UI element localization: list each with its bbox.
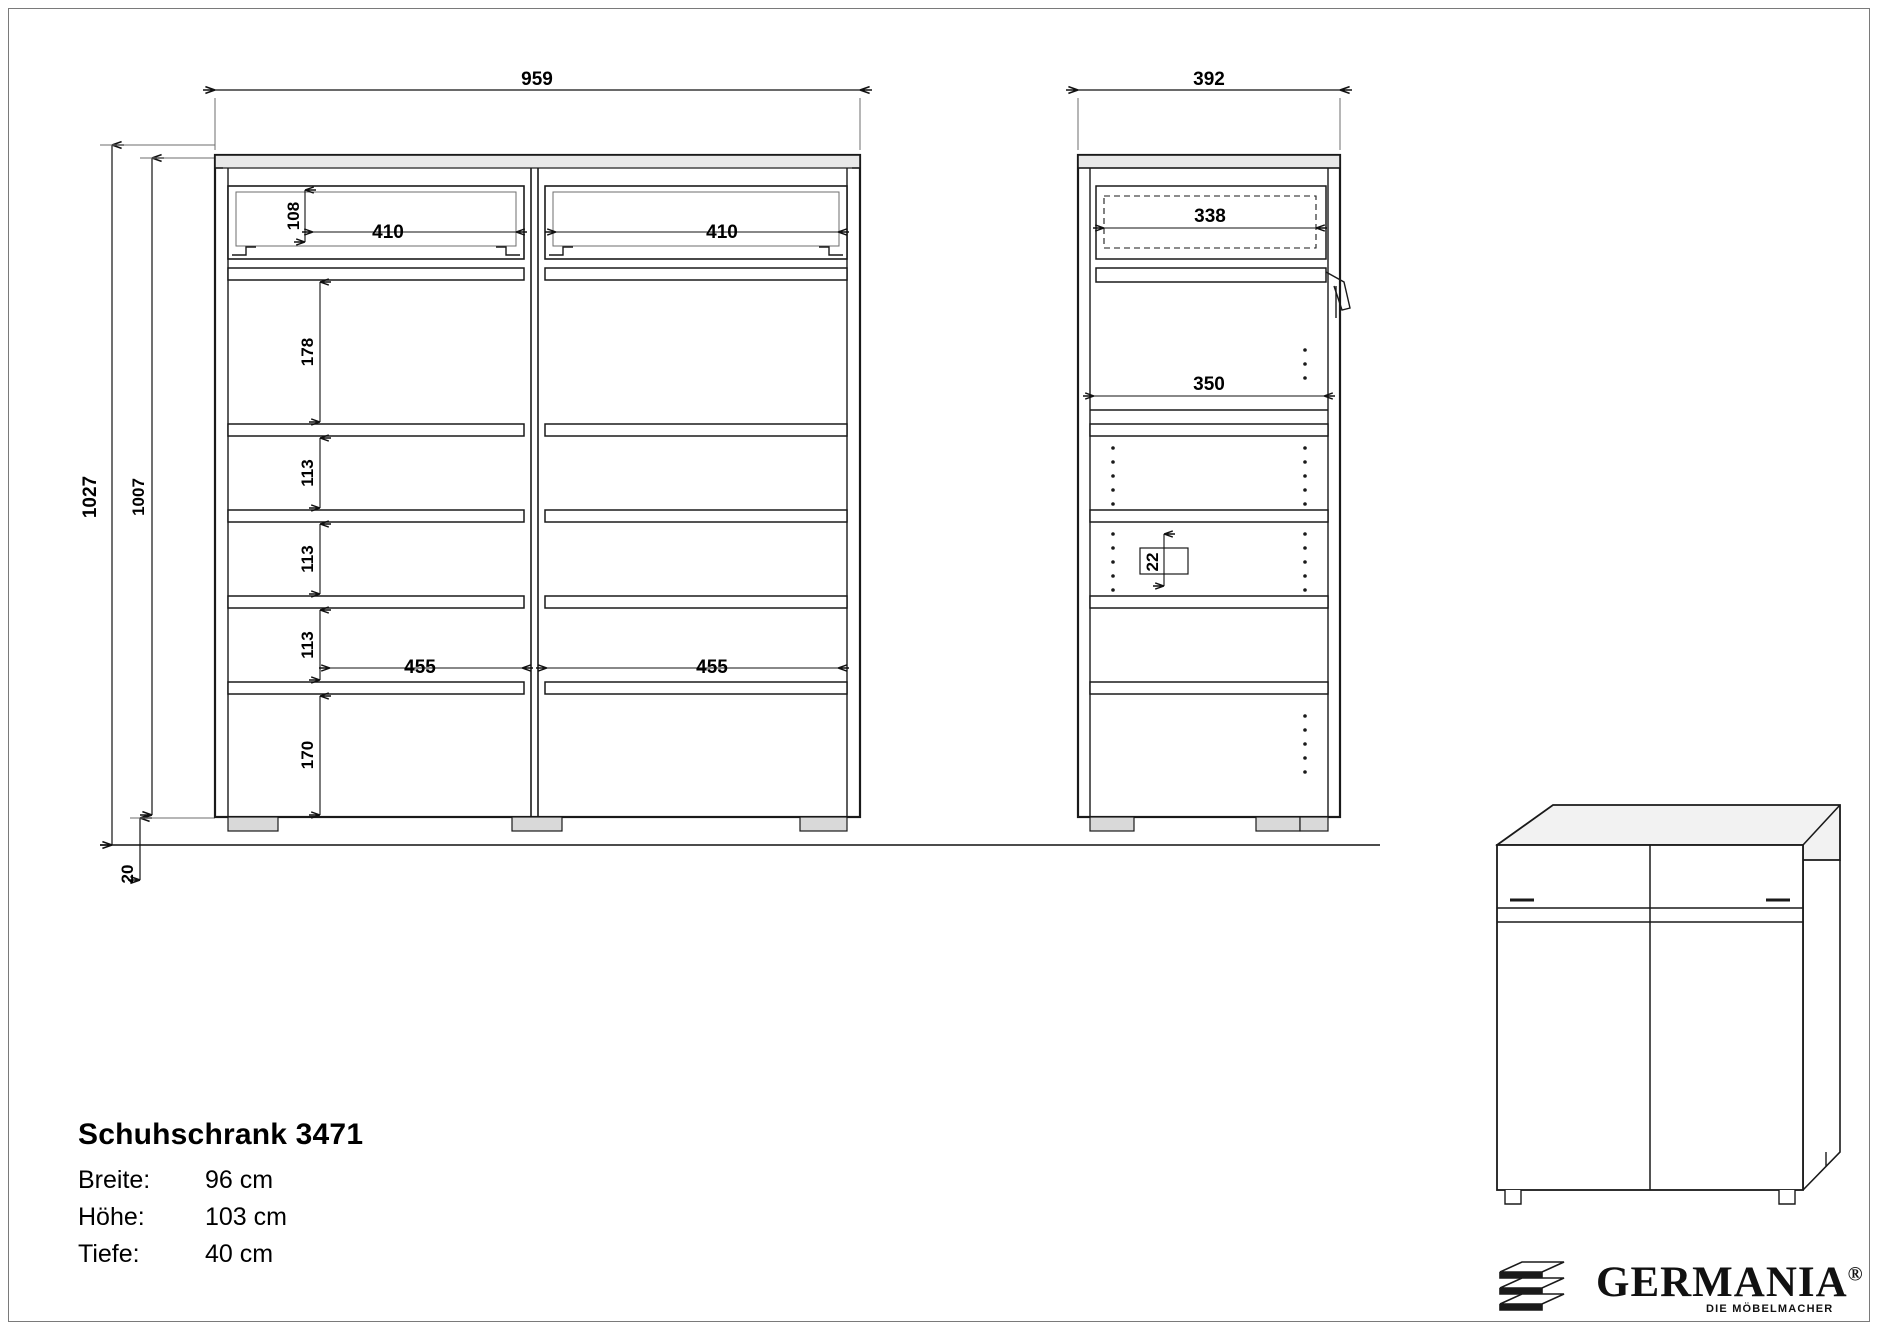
perspective-view-group: [1497, 805, 1840, 1204]
svg-text:959: 959: [521, 69, 553, 90]
svg-text:113: 113: [298, 459, 317, 487]
svg-text:350: 350: [1193, 374, 1225, 395]
svg-text:392: 392: [1193, 69, 1225, 90]
svg-text:22: 22: [1143, 552, 1162, 572]
spec-label-width: Breite:: [78, 1166, 151, 1194]
svg-text:455: 455: [404, 657, 436, 678]
germania-logo-icon: [1500, 1262, 1564, 1310]
svg-text:108: 108: [284, 201, 303, 231]
svg-text:410: 410: [706, 222, 738, 243]
brand-name: [1596, 1258, 1864, 1307]
svg-text:113: 113: [298, 545, 317, 573]
svg-text:20: 20: [118, 864, 137, 884]
brand-registered-mark: ®: [1847, 1263, 1864, 1286]
spec-value-width: 96 cm: [205, 1166, 274, 1194]
brand-name-text: GERMANIA: [1596, 1259, 1848, 1306]
svg-text:410: 410: [372, 222, 404, 243]
svg-text:113: 113: [298, 631, 317, 659]
svg-text:1007: 1007: [129, 478, 148, 516]
spec-value-height: 103 cm: [205, 1203, 287, 1231]
spec-label-height: Höhe:: [78, 1203, 145, 1231]
spec-value-depth: 40 cm: [205, 1240, 274, 1268]
spec-label-depth: Tiefe:: [78, 1240, 140, 1268]
svg-text:338: 338: [1194, 206, 1226, 227]
brand-tagline: DIE MÖBELMACHER: [1706, 1303, 1834, 1315]
svg-text:170: 170: [298, 740, 317, 770]
svg-text:178: 178: [298, 337, 317, 367]
side-view-group: [1078, 69, 1350, 831]
product-title: Schuhschrank 3471: [78, 1118, 364, 1151]
svg-text:455: 455: [696, 657, 728, 678]
svg-text:1027: 1027: [80, 475, 101, 519]
